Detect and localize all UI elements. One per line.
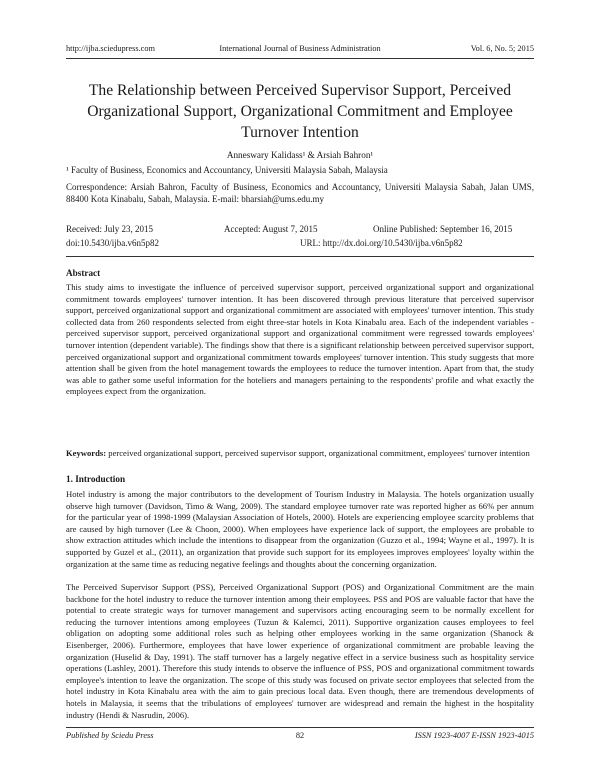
footer-page-number: 82	[295, 731, 305, 740]
abstract-heading: Abstract	[66, 268, 101, 278]
header-rule	[66, 58, 534, 59]
header-volume: Vol. 6, No. 5; 2015	[470, 44, 534, 53]
footer-rule	[66, 727, 534, 728]
header-journal: International Journal of Business Administration	[219, 44, 381, 53]
footer-publisher: Published by Sciedu Press	[66, 731, 154, 740]
introduction-paragraph-1: Hotel industry is among the major contributors to the development of Tourism Industry in Malaysia. The hotels organization usually observe high turnover (Davidson, Timo & Wang, 2009). The standard employee turnover rate was reported higher as 66% per annum for the particular year of 1998-1999 (Malaysian Association of Hotels, 2000). Hotels are experiencing employee scarcity problems that are caused by high turnover (Lee & Choon, 2000). When employees have experience lack of support, the employees are probable to show extraction attitudes which include the intentions to disappear from the organization (Guzzo et al., 1994; Wayne et al., 1997). It is supported by Guzel et al., (2011), an organization that provide such support for its employees improves employees' loyalty within the organization at the same time as reducing negative feelings and thoughts about the concerning organization.	[66, 489, 534, 569]
keywords-text: perceived organizational support, perceived supervisor support, organizational commitment, employees' turnover intention	[108, 448, 530, 458]
running-header	[66, 44, 534, 58]
dates-row	[66, 223, 534, 236]
authors: Anneswary Kalidass¹ & Arsiah Bahron¹	[226, 150, 374, 160]
keywords-label: Keywords:	[66, 448, 107, 458]
affiliation: ¹ Faculty of Business, Economics and Accountancy, Universiti Malaysia Sabah, Malaysia	[66, 165, 388, 175]
introduction-paragraph-2: The Perceived Supervisor Support (PSS), Perceived Organizational Support (POS) and Organizational Commitment are the main backbone for the hotel industry to reduce the turnover intention among their employees. PSS and POS are valuable factor that have the potential to create strategic ways for turnover management and supervisors acting encouraging seem to be normally excellent for reducing the turnover intentions among employees (Tuzun & Kalemci, 2011). Supportive organization causes employees to feel obligation on adopting some additional roles such as helping other employees working in the same organization (Shanock & Eisenberger, 2006). Furthermore, employees that have lower experience of organizational commitment are probable leaving the organization (Huselid & Day, 1991). The staff turnover has a largely negative effect in a service business such as hospitality service operations (Lashley, 2001). Therefore this study intends to observe the influence of PSS, POS and organizational commitment towards employee's intention to leave the organization. The scope of this study was focused on private sector employees that selected from the hotel industry in Kota Kinabalu area with the aim to gain precious local data. Even though, there are tremendous developments of hotels in Malaysia, it seems that the tribulations of employees' turnover are widespread and remain the highest in the hospitality industry (Hendi & Nasrudin, 2006).	[66, 582, 534, 720]
published-date: Online Published: September 16, 2015	[373, 224, 513, 234]
received-date: Received: July 23, 2015	[66, 224, 153, 234]
abstract-text: This study aims to investigate the influence of perceived supervisor support, perceived organizational support and organizational commitment towards employees' turnover intention. It has been discovered through previous literature that perceived supervisor support, perceived organizational support and organizational commitment are associated with employees' turnover intention. This study collected data from 260 respondents selected from eight three-star hotels in Kota Kinabalu area. Each of the independent variables - perceived supervisor support, perceived organizational support and organizational commitment were regressed towards employees' turnover intention (dependent variable). The findings show that there is a significant relationship between perceived supervisor support, perceived organizational support and organizational commitment towards employees' turnover intention. This study suggests that more attention shall be given from the hotel management towards the employees to reduce the turnover intention. Apart from that, the study was able to gather some useful information for the hoteliers and managers pertaining to the respondents' profile and what exactly the employees expect from the organization.	[66, 282, 534, 397]
header-url[interactable]: http://ijba.sciedupress.com	[66, 44, 155, 53]
doi[interactable]: doi:10.5430/ijba.v6n5p82	[66, 238, 159, 248]
doi-row	[66, 237, 534, 250]
doi-url[interactable]: URL: http://dx.doi.org/10.5430/ijba.v6n5p82	[300, 238, 463, 248]
dates-rule	[66, 256, 534, 257]
paper-title: The Relationship between Perceived Supervisor Support, Perceived Organizational Support, Organizational Commitment and Employee Turnover Intention	[87, 82, 513, 141]
footer-issn: ISSN 1923-4007 E-ISSN 1923-4015	[414, 731, 534, 740]
introduction-heading: 1. Introduction	[66, 474, 126, 484]
accepted-date: Accepted: August 7, 2015	[224, 224, 318, 234]
correspondence: Correspondence: Arsiah Bahron, Faculty of Business, Economics and Accountancy, Universiti Malaysia Sabah, Jalan UMS, 88400 Kota Kinabalu, Sabah, Malaysia. E-mail: bharsiah@ums.edu.my	[66, 182, 534, 205]
keywords	[66, 448, 534, 460]
footer	[66, 731, 534, 745]
